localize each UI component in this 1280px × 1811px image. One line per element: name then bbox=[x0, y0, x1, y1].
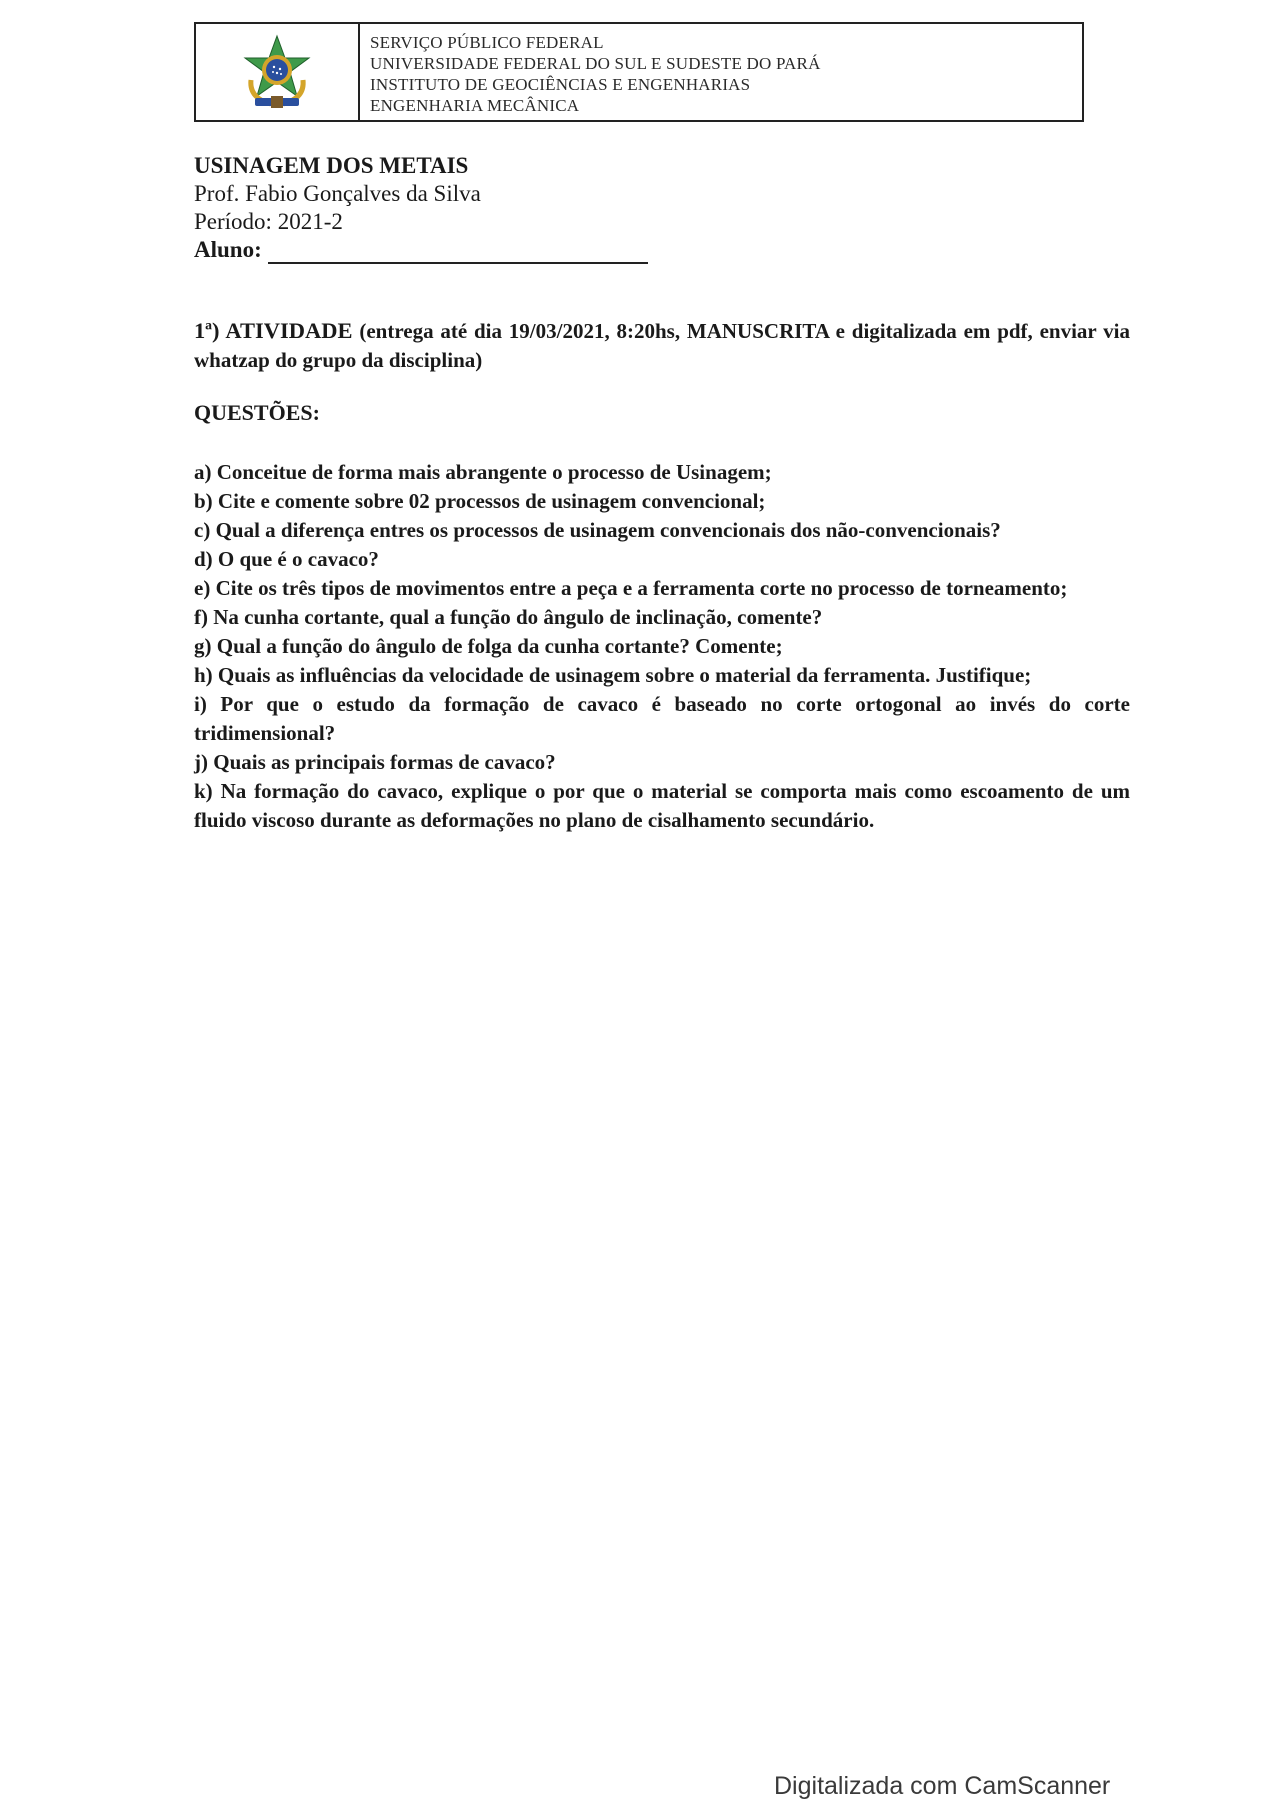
header-line: ENGENHARIA MECÂNICA bbox=[370, 96, 580, 115]
question-item: g) Qual a função do ângulo de folga da cunha cortante? Comente; bbox=[194, 634, 783, 658]
question-item: a) Conceitue de forma mais abrangente o processo de Usinagem; bbox=[194, 460, 772, 484]
question-item: h) Quais as influências da velocidade de usinagem sobre o material da ferramenta. Justifique; bbox=[194, 663, 1032, 687]
question-item: j) Quais as principais formas de cavaco? bbox=[194, 750, 556, 774]
question-item: e) Cite os três tipos de movimentos entre a peça e a ferramenta corte no processo de torneamento; bbox=[194, 576, 1068, 600]
header-line: INSTITUTO DE GEOCIÊNCIAS E ENGENHARIAS bbox=[370, 75, 751, 94]
institution-header bbox=[194, 22, 1084, 122]
emblem-cell bbox=[196, 24, 360, 120]
course-info bbox=[194, 152, 648, 264]
student-field bbox=[194, 236, 648, 264]
header-text bbox=[360, 24, 821, 120]
question-item: f) Na cunha cortante, qual a função do ângulo de inclinação, comente? bbox=[194, 605, 823, 629]
question-item: b) Cite e comente sobre 02 processos de usinagem convencional; bbox=[194, 489, 766, 513]
header-line: SERVIÇO PÚBLICO FEDERAL bbox=[370, 33, 604, 52]
question-item: k) Na formação do cavaco, explique o por que o material se comporta mais como escoamento de um fluido viscoso durante as deformações no plano de cisalhamento secundário. bbox=[194, 779, 1130, 832]
question-item: c) Qual a diferença entres os processos de usinagem convencionais dos não-convencionais? bbox=[194, 518, 1001, 542]
scanner-watermark: Digitalizada com CamScanner bbox=[774, 1772, 1111, 1800]
activity-title: 1ª) ATIVIDADE bbox=[194, 318, 353, 343]
student-label: Aluno: bbox=[194, 237, 262, 262]
student-name-blank bbox=[268, 240, 648, 264]
question-item: d) O que é o cavaco? bbox=[194, 547, 379, 571]
questions-heading: QUESTÕES: bbox=[194, 400, 320, 425]
question-item: i) Por que o estudo da formação de cavaco é baseado no corte ortogonal ao invés do corte tridimensional? bbox=[194, 692, 1130, 745]
brazil-coat-of-arms-icon bbox=[241, 34, 313, 110]
header-line: UNIVERSIDADE FEDERAL DO SUL E SUDESTE DO PARÁ bbox=[370, 54, 821, 73]
period-label: Período: 2021-2 bbox=[194, 209, 343, 234]
activity-instructions bbox=[194, 316, 1130, 375]
professor-name: Prof. Fabio Gonçalves da Silva bbox=[194, 181, 481, 206]
activity-details: (entrega até dia 19/03/2021, 8:20hs, MANUSCRITA e digitalizada em pdf, enviar via whatzap do grupo da disciplina) bbox=[194, 319, 1130, 372]
course-title: USINAGEM DOS METAIS bbox=[194, 153, 469, 178]
questions-list bbox=[194, 458, 1130, 835]
